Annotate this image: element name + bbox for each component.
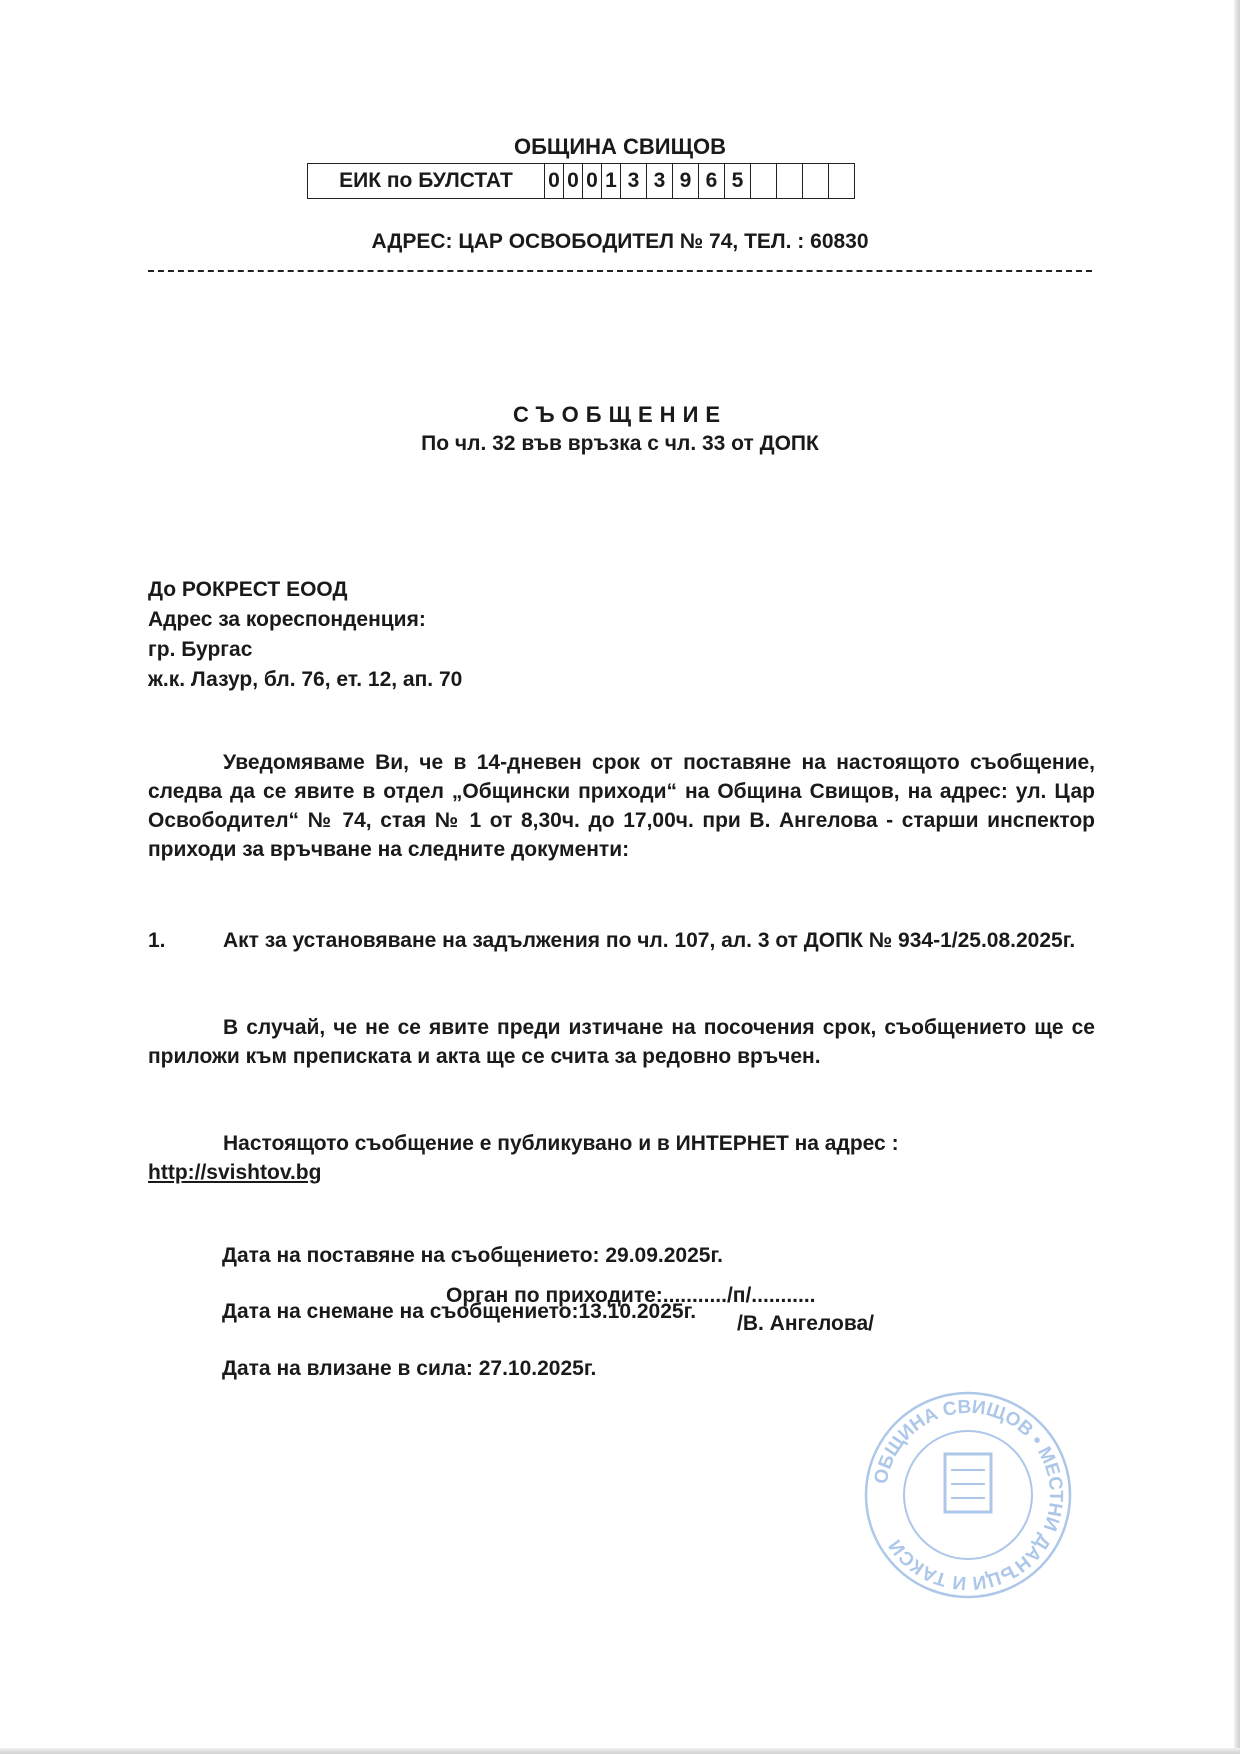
website-link[interactable]: http://svishtov.bg bbox=[148, 1161, 322, 1184]
eik-digit: 3 bbox=[647, 164, 673, 199]
publication-text: Настоящото съобщение е публикувано и в ИНТЕРНЕТ на адрес : bbox=[223, 1132, 899, 1155]
eik-empty-cell bbox=[829, 164, 855, 199]
document-title: СЪОБЩЕНИЕ bbox=[512, 402, 728, 427]
organization-name: ОБЩИНА СВИЩОВ bbox=[513, 134, 727, 159]
publication-paragraph bbox=[148, 1129, 1095, 1187]
signature-name: /В. Ангелова/ bbox=[737, 1312, 874, 1335]
notice-text: Уведомяваме Ви, че в 14-дневен срок от поставяне на настоящото съобщение, следва да се явите в отдел „Общински приходи“ на Община Свищов, на адрес: ул. Цар Освободител“ № 74, стая № 1 от 8,30ч. до 17,00ч. при В. Ангелова - старши инспектор приходи за връчване на следните документи: bbox=[148, 751, 1095, 861]
scan-edge-right bbox=[1234, 0, 1240, 1754]
eik-digit: 3 bbox=[621, 164, 647, 199]
consequence-paragraph bbox=[148, 1013, 1095, 1071]
eik-label: ЕИК по БУЛСТАТ bbox=[308, 164, 545, 199]
eik-empty-cell bbox=[777, 164, 803, 199]
eik-digit: 5 bbox=[725, 164, 751, 199]
eik-digit: 9 bbox=[673, 164, 699, 199]
document-list-item bbox=[148, 926, 1095, 955]
list-item-number: 1. bbox=[148, 929, 166, 952]
recipient-city: гр. Бургас bbox=[148, 638, 253, 661]
date-effective: Дата на влизане в сила: 27.10.2025г. bbox=[222, 1357, 597, 1380]
date-removed: Дата на снемане на съобщението:13.10.2025г. bbox=[222, 1300, 697, 1323]
eik-digit: 0 bbox=[583, 164, 602, 199]
notice-paragraph bbox=[148, 748, 1095, 864]
eik-digit: 0 bbox=[564, 164, 583, 199]
recipient-name: До РОКРЕСТ ЕООД bbox=[148, 578, 348, 601]
header-address: АДРЕС: ЦАР ОСВОБОДИТЕЛ № 74, ТЕЛ. : 60830 bbox=[371, 230, 869, 253]
dashed-divider bbox=[148, 270, 1092, 272]
eik-digit: 1 bbox=[602, 164, 621, 199]
list-item-text: Акт за установяване на задължения по чл. 107, ал. 3 от ДОПК № 934-1/25.08.2025г. bbox=[223, 929, 1076, 952]
document-subtitle: По чл. 32 във връзка с чл. 33 от ДОПК bbox=[421, 432, 819, 455]
municipal-stamp bbox=[863, 1390, 1073, 1600]
recipient-block bbox=[148, 575, 462, 695]
svg-text:ОБЩИНА СВИЩОВ • МЕСТНИ ДАНЪЦИ bbox=[871, 1397, 1066, 1593]
signature-line: Орган по приходите:.........../п/........... bbox=[446, 1284, 816, 1307]
date-posted: Дата на поставяне на съобщението: 29.09.2025г. bbox=[222, 1244, 723, 1267]
consequence-text: В случай, че не се явите преди изтичане на посочения срок, съобщението ще се приложи към преписката и акта ще се счита за редовно връчен. bbox=[148, 1016, 1095, 1068]
scan-edge-bottom bbox=[0, 1748, 1240, 1754]
recipient-street: ж.к. Лазур, бл. 76, ет. 12, ап. 70 bbox=[148, 668, 463, 691]
recipient-address-label: Адрес за кореспонденция: bbox=[148, 608, 426, 631]
eik-table bbox=[307, 163, 855, 199]
stamp-text: ОБЩИНА СВИЩОВ • МЕСТНИ ДАНЪЦИ И ТАКСИ bbox=[870, 1396, 1067, 1594]
eik-empty-cell bbox=[751, 164, 777, 199]
eik-empty-cell bbox=[803, 164, 829, 199]
eik-digit: 0 bbox=[545, 164, 564, 199]
eik-digit: 6 bbox=[699, 164, 725, 199]
